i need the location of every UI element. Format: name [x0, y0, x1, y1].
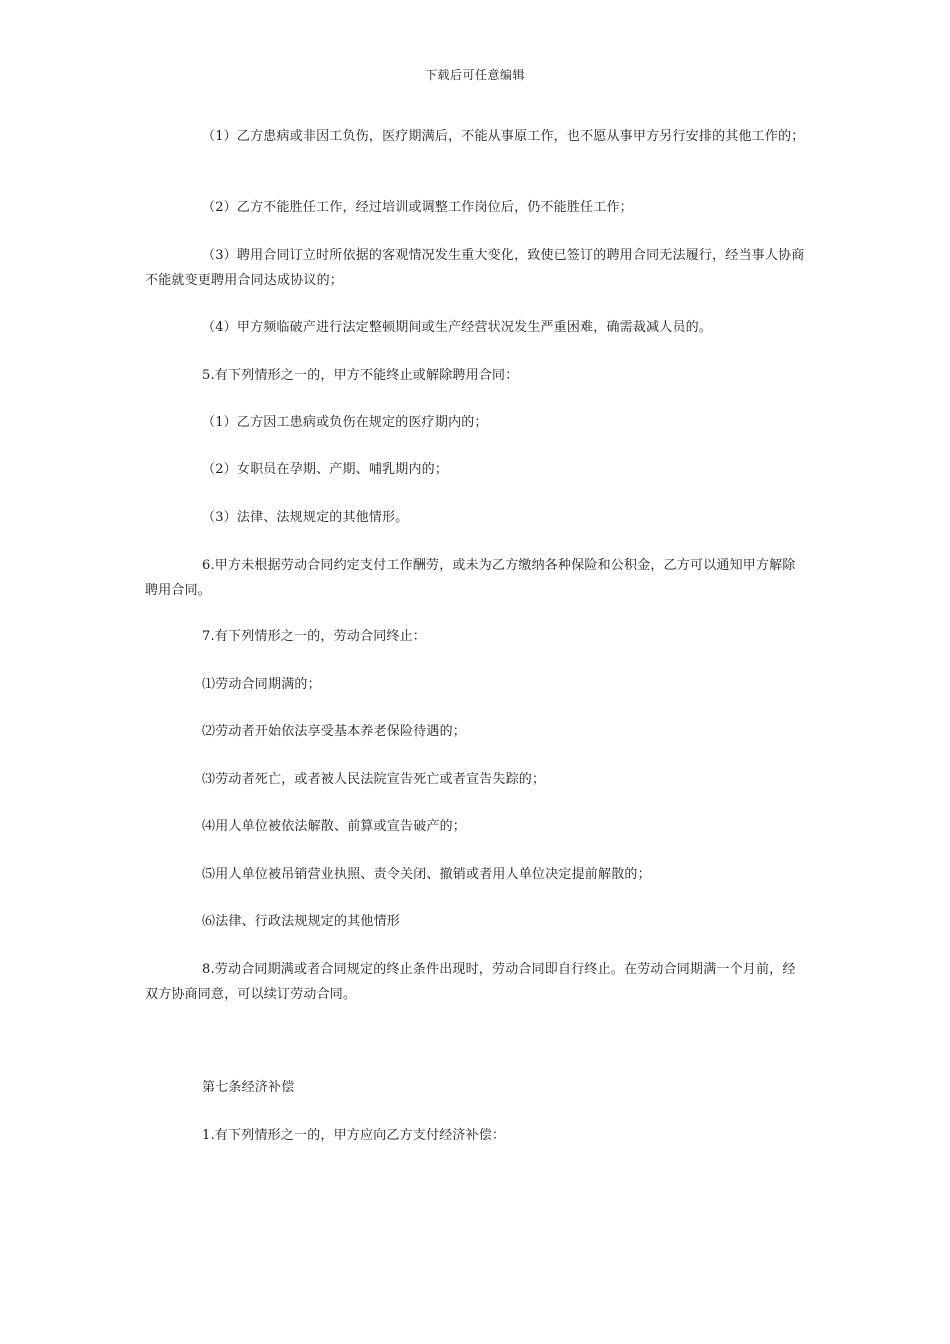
paragraph-item-7-1: ⑴劳动合同期满的；: [202, 677, 321, 692]
paragraph-article-7-item-1: 1.有下列情形之一的，甲方应向乙方支付经济补偿：: [202, 1128, 506, 1143]
paragraph-item-7: 7.有下列情形之一的，劳动合同终止：: [202, 629, 427, 644]
paragraph-item-8: 8.劳动合同期满或者合同规定的终止条件出现时，劳动合同即自行终止。在劳动合同期满一个月前，经双方协商同意，可以续订劳动合同。: [145, 962, 796, 1002]
paragraph-item-7-3: ⑶劳动者死亡，或者被人民法院宣告死亡或者宣告失踪的；: [202, 772, 546, 787]
paragraph-item-5-3: （3）法律、法规规定的其他情形。: [202, 510, 409, 525]
page-header: 下载后可任意编辑: [424, 68, 525, 82]
paragraph-item-7-2: ⑵劳动者开始依法享受基本养老保险待遇的；: [202, 724, 467, 739]
paragraph-clause-3: （3）聘用合同订立时所依据的客观情况发生重大变化，致使已签订的聘用合同无法履行，经当事人协商不能就变更聘用合同达成协议的；: [145, 248, 805, 288]
paragraph-item-7-4: ⑷用人单位被依法解散、前算或宣告破产的；: [202, 819, 467, 834]
paragraph-item-7-6: ⑹法律、行政法规规定的其他情形: [202, 914, 401, 929]
paragraph-item-5-1: （1）乙方因工患病或负伤在规定的医疗期内的；: [202, 415, 488, 430]
paragraph-clause-4: （4）甲方频临破产进行法定整顿期间或生产经营状况发生严重困难，确需裁减人员的。: [202, 320, 713, 335]
paragraph-item-7-5: ⑸用人单位被吊销营业执照、责令关闭、撤销或者用人单位决定提前解散的；: [202, 867, 651, 882]
paragraph-clause-1: （1）乙方患病或非因工负伤，医疗期满后，不能从事原工作，也不愿从事甲方另行安排的其他工作的；: [202, 129, 805, 144]
paragraph-item-5-2: （2）女职员在孕期、产期、哺乳期内的；: [202, 462, 449, 477]
section-heading-article-7: 第七条经济补偿: [202, 1080, 295, 1095]
paragraph-clause-2: （2）乙方不能胜任工作，经过培训或调整工作岗位后，仍不能胜任工作；: [202, 200, 633, 215]
paragraph-item-6: 6.甲方未根据劳动合同约定支付工作酬劳，或未为乙方缴纳各种保险和公积金，乙方可以通知甲方解除聘用合同。: [145, 558, 796, 598]
paragraph-item-5: 5.有下列情形之一的，甲方不能终止或解除聘用合同：: [202, 368, 519, 383]
